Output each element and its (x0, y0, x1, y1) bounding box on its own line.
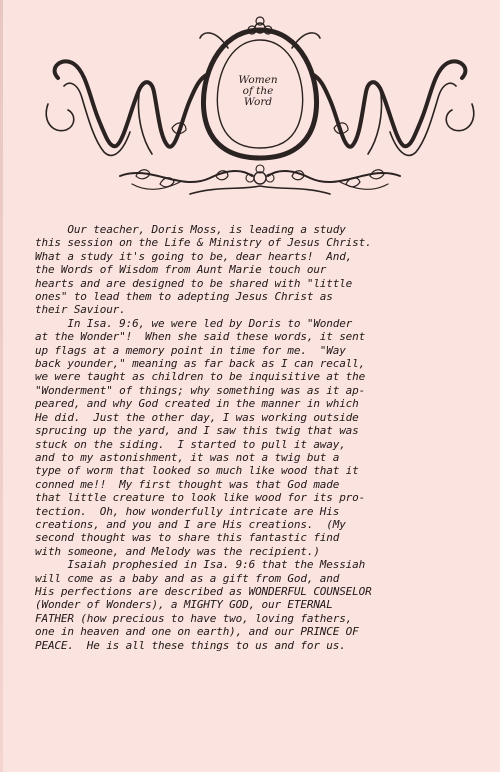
article-line: the Words of Wisdom from Aunt Marie touch our (35, 263, 327, 277)
article-body (35, 223, 475, 652)
article-line: PEACE. He is all these things to us and for us. (35, 638, 346, 652)
article-line: at the Wonder"! When she said these words, it sent (35, 330, 366, 344)
article-line: He did. Just the other day, I was working outside (35, 410, 359, 424)
logo-title-line-2: of the (242, 85, 274, 97)
logo-title-line-3: Word (243, 96, 273, 108)
article-line: (Wonder of Wonders), a MIGHTY GOD, our ETERNAL (35, 598, 333, 612)
article-line: His perfections are described as WONDERFUL COUNSELOR (35, 584, 372, 598)
article-line: that little creature to look like wood for its pro- (35, 491, 366, 505)
article-line: type of worm that looked so much like wood that it (35, 464, 359, 478)
article-line: and to my astonishment, it was not a twig but a (35, 450, 340, 464)
article-line: What a study it's going to be, dear hearts! And, (35, 249, 353, 263)
article-line: back younder," meaning as far back as I can recall, (35, 357, 366, 371)
article-line: ones" to lead them to adepting Jesus Christ as (35, 290, 333, 304)
article-line: their Saviour. (35, 303, 126, 317)
logo-title-line-1: Women (238, 74, 278, 86)
article-line: one in heaven and one on earth), and our PRINCE OF (35, 625, 359, 639)
article-line: second thought was to share this fantastic find (35, 531, 340, 545)
article-line: we were taught as children to be inquisitive at the (35, 370, 366, 384)
article-line: this session on the Life & Ministry of Jesus Christ. (35, 236, 372, 250)
article-line: with someone, and Melody was the recipient.) (35, 544, 320, 558)
article-line: sprucing up the yard, and I saw this twig that was (35, 424, 359, 438)
article-line: stuck on the siding. I started to pull it away, (35, 437, 346, 451)
article-line: will come as a baby and as a gift from God, and (35, 571, 340, 585)
article-line: Isaiah prophesied in Isa. 9:6 that the Messiah (35, 558, 366, 572)
article-line: hearts and are designed to be shared with "little (35, 276, 353, 290)
article-line: creations, and you and I are His creations. (My (35, 517, 346, 531)
article-line: FATHER (how precious to have two, loving fathers, (35, 611, 353, 625)
article-line: Our teacher, Doris Moss, is leading a study (35, 223, 346, 236)
article-line: peared, and why God created in the manner in which (35, 397, 359, 411)
article-line: conned me!! My first thought was that God made (35, 477, 340, 491)
women-of-the-word-logo (40, 8, 480, 208)
wow-monogram-graphic (40, 8, 480, 208)
logo-title (223, 75, 293, 108)
article-line: tection. Oh, how wonderfully intricate are His (35, 504, 340, 518)
article-line: "Wonderment" of things; why something was as it ap- (35, 383, 366, 397)
article-line: In Isa. 9:6, we were led by Doris to "Wonder (35, 316, 353, 330)
article-line: up flags at a memory point in time for me. "Way (35, 343, 346, 357)
